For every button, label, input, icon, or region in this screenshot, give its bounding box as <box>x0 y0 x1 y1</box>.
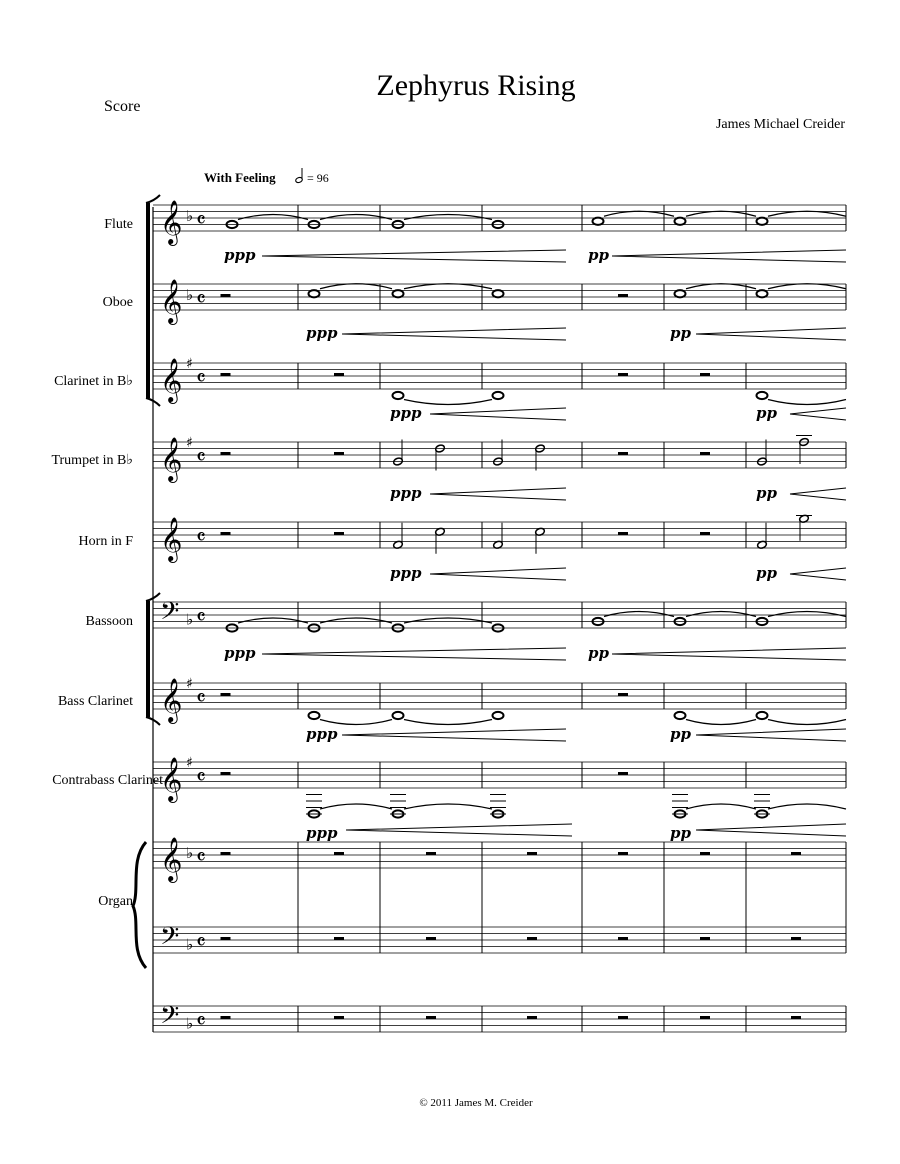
treble-clef-icon: 𝄞 <box>160 757 183 801</box>
whole-rest <box>221 373 231 376</box>
crescendo-hairpin <box>430 568 566 580</box>
crescendo-hairpin <box>696 729 846 741</box>
dynamic-ppp: ppp <box>390 564 422 582</box>
crescendo-hairpin <box>430 408 566 420</box>
whole-rest <box>221 937 231 940</box>
treble-clef-icon: 𝄞 <box>160 678 183 722</box>
whole-note <box>393 392 404 399</box>
sharp-icon: ♯ <box>186 356 193 372</box>
flat-icon: ♭ <box>186 610 194 629</box>
whole-rest <box>700 452 710 455</box>
whole-note <box>309 290 320 297</box>
dynamic-pp: pp <box>588 644 609 662</box>
instrument-name-contrabass-clarinet: Contrabass Clarinet <box>52 773 163 788</box>
whole-note <box>757 712 768 719</box>
staff-contrabass-clarinet <box>153 762 846 788</box>
tie <box>320 215 392 220</box>
whole-rest <box>700 852 710 855</box>
common-time-icon: 𝄴 <box>196 366 206 392</box>
page-title: Zephyrus Rising <box>376 69 576 102</box>
staff-organ-pedal <box>153 1006 846 1032</box>
tie <box>686 804 756 809</box>
whole-note <box>675 290 686 297</box>
copyright: © 2011 James M. Creider <box>419 1097 533 1109</box>
composer: James Michael Creider <box>715 117 845 132</box>
staves <box>153 200 846 1036</box>
common-time-icon: 𝄴 <box>196 445 206 471</box>
crescendo-hairpin <box>430 488 566 500</box>
dynamic-ppp: ppp <box>306 725 338 743</box>
instrument-name-flute: Flute <box>104 217 133 232</box>
tie <box>320 720 392 725</box>
staff-clarinet <box>153 363 846 389</box>
whole-rest <box>700 532 710 535</box>
sharp-icon: ♯ <box>186 435 193 451</box>
dynamic-pp: pp <box>670 324 691 342</box>
instrument-name-trumpet: Trumpet in B♭ <box>51 453 133 468</box>
tie <box>320 284 392 289</box>
bass-clef-icon: 𝄢 <box>160 597 180 632</box>
whole-rest <box>618 1016 628 1019</box>
whole-rest <box>527 937 537 940</box>
whole-rest <box>334 452 344 455</box>
whole-note <box>393 290 404 297</box>
whole-rest <box>334 1016 344 1019</box>
whole-note <box>493 712 504 719</box>
whole-note <box>675 712 686 719</box>
instrument-name-oboe: Oboe <box>102 295 133 310</box>
crescendo-hairpin <box>262 250 566 262</box>
crescendo-hairpin <box>696 328 846 340</box>
flat-icon: ♭ <box>186 286 194 304</box>
crescendo-hairpin <box>342 729 566 741</box>
instrument-name-clarinet: Clarinet in B♭ <box>54 374 133 389</box>
dynamic-pp: pp <box>670 824 691 842</box>
tie <box>768 211 846 216</box>
crescendo-hairpin <box>342 328 566 340</box>
tempo-text: With Feeling <box>204 170 276 185</box>
dynamic-pp: pp <box>588 246 609 264</box>
whole-rest <box>700 1016 710 1019</box>
dynamic-ppp: ppp <box>224 644 256 662</box>
whole-rest <box>618 452 628 455</box>
tie <box>404 215 492 220</box>
bass-clef-icon: 𝄢 <box>160 922 180 957</box>
whole-note <box>757 218 768 225</box>
crescendo-hairpin <box>612 250 846 262</box>
flat-icon: ♭ <box>186 935 194 954</box>
crescendo-hairpin <box>696 824 846 836</box>
tie <box>686 720 756 725</box>
whole-rest <box>426 937 436 940</box>
whole-rest <box>791 937 801 940</box>
whole-note <box>393 712 404 719</box>
instrument-name-horn: Horn in F <box>78 534 133 549</box>
flat-icon: ♭ <box>186 207 194 225</box>
tie <box>768 804 846 809</box>
common-time-icon: 𝄴 <box>196 525 206 551</box>
whole-rest <box>527 1016 537 1019</box>
tie <box>768 612 846 617</box>
instrument-name-bass-clarinet: Bass Clarinet <box>57 694 133 709</box>
whole-rest <box>334 532 344 535</box>
tie <box>404 720 492 725</box>
common-time-icon: 𝄴 <box>196 686 206 712</box>
crescendo-hairpin <box>790 568 846 580</box>
whole-note <box>757 290 768 297</box>
tie <box>768 284 846 289</box>
crescendo-hairpin <box>346 824 572 836</box>
whole-rest <box>334 373 344 376</box>
treble-clef-icon: 𝄞 <box>160 279 183 323</box>
common-time-icon: 𝄴 <box>196 287 206 313</box>
flat-icon: ♭ <box>186 844 194 862</box>
dynamic-ppp: ppp <box>224 246 256 264</box>
instrument-name-organ: Organ <box>98 894 133 909</box>
whole-note <box>757 392 768 399</box>
dynamic-pp: pp <box>756 484 777 502</box>
whole-rest <box>618 772 628 775</box>
whole-rest <box>700 373 710 376</box>
treble-clef-icon: 𝄞 <box>160 517 183 561</box>
tie <box>320 804 392 809</box>
common-time-icon: 𝄴 <box>196 845 206 871</box>
common-time-icon: 𝄴 <box>196 765 206 791</box>
flat-icon: ♭ <box>186 1014 194 1033</box>
whole-rest <box>221 294 231 297</box>
whole-note <box>493 392 504 399</box>
whole-rest <box>618 693 628 696</box>
whole-note <box>493 290 504 297</box>
dynamic-pp: pp <box>670 725 691 743</box>
crescendo-hairpin <box>790 488 846 500</box>
whole-rest <box>221 852 231 855</box>
sharp-icon: ♯ <box>186 755 193 771</box>
dynamic-ppp: ppp <box>306 824 338 842</box>
crescendo-hairpin <box>612 648 846 660</box>
dynamic-ppp: ppp <box>390 404 422 422</box>
common-time-icon: 𝄴 <box>196 605 206 631</box>
common-time-icon: 𝄴 <box>196 930 206 956</box>
common-time-icon: 𝄴 <box>196 1009 206 1035</box>
tie <box>320 618 392 623</box>
whole-rest <box>426 1016 436 1019</box>
whole-rest <box>221 1016 231 1019</box>
instrument-name-bassoon: Bassoon <box>85 614 133 629</box>
staff-bass-clarinet <box>153 683 846 709</box>
whole-rest <box>618 937 628 940</box>
whole-rest <box>221 772 231 775</box>
whole-note <box>593 218 604 225</box>
whole-rest <box>618 373 628 376</box>
whole-rest <box>334 852 344 855</box>
dynamic-ppp: ppp <box>306 324 338 342</box>
whole-note <box>309 712 320 719</box>
tie <box>404 804 492 809</box>
crescendo-hairpin <box>262 648 566 660</box>
half-note-icon <box>295 168 303 183</box>
whole-rest <box>700 937 710 940</box>
whole-rest <box>221 452 231 455</box>
whole-note <box>675 218 686 225</box>
staff-organ-bass <box>153 927 846 953</box>
score-label: Score <box>104 98 141 115</box>
dynamic-ppp: ppp <box>390 484 422 502</box>
whole-rest <box>426 852 436 855</box>
whole-rest <box>618 852 628 855</box>
treble-clef-icon: 𝄞 <box>160 358 183 402</box>
whole-rest <box>791 1016 801 1019</box>
treble-clef-icon: 𝄞 <box>160 200 183 244</box>
organ-brace <box>133 842 146 968</box>
tie <box>768 720 846 725</box>
dynamic-pp: pp <box>756 404 777 422</box>
whole-rest <box>334 937 344 940</box>
common-time-icon: 𝄴 <box>196 208 206 234</box>
tie <box>768 400 846 405</box>
whole-rest <box>221 532 231 535</box>
staff-organ-treble <box>153 842 846 868</box>
tie <box>404 618 492 623</box>
sharp-icon: ♯ <box>186 676 193 692</box>
whole-rest <box>527 852 537 855</box>
whole-rest <box>618 294 628 297</box>
treble-clef-icon: 𝄞 <box>160 837 183 881</box>
bass-clef-icon: 𝄢 <box>160 1001 180 1036</box>
treble-clef-icon: 𝄞 <box>160 437 183 481</box>
whole-rest <box>791 852 801 855</box>
crescendo-hairpin <box>790 408 846 420</box>
tempo-value: = 96 <box>307 171 329 185</box>
whole-rest <box>618 532 628 535</box>
staff-horn <box>153 522 846 548</box>
tie <box>404 284 492 289</box>
dynamic-pp: pp <box>756 564 777 582</box>
whole-rest <box>221 693 231 696</box>
